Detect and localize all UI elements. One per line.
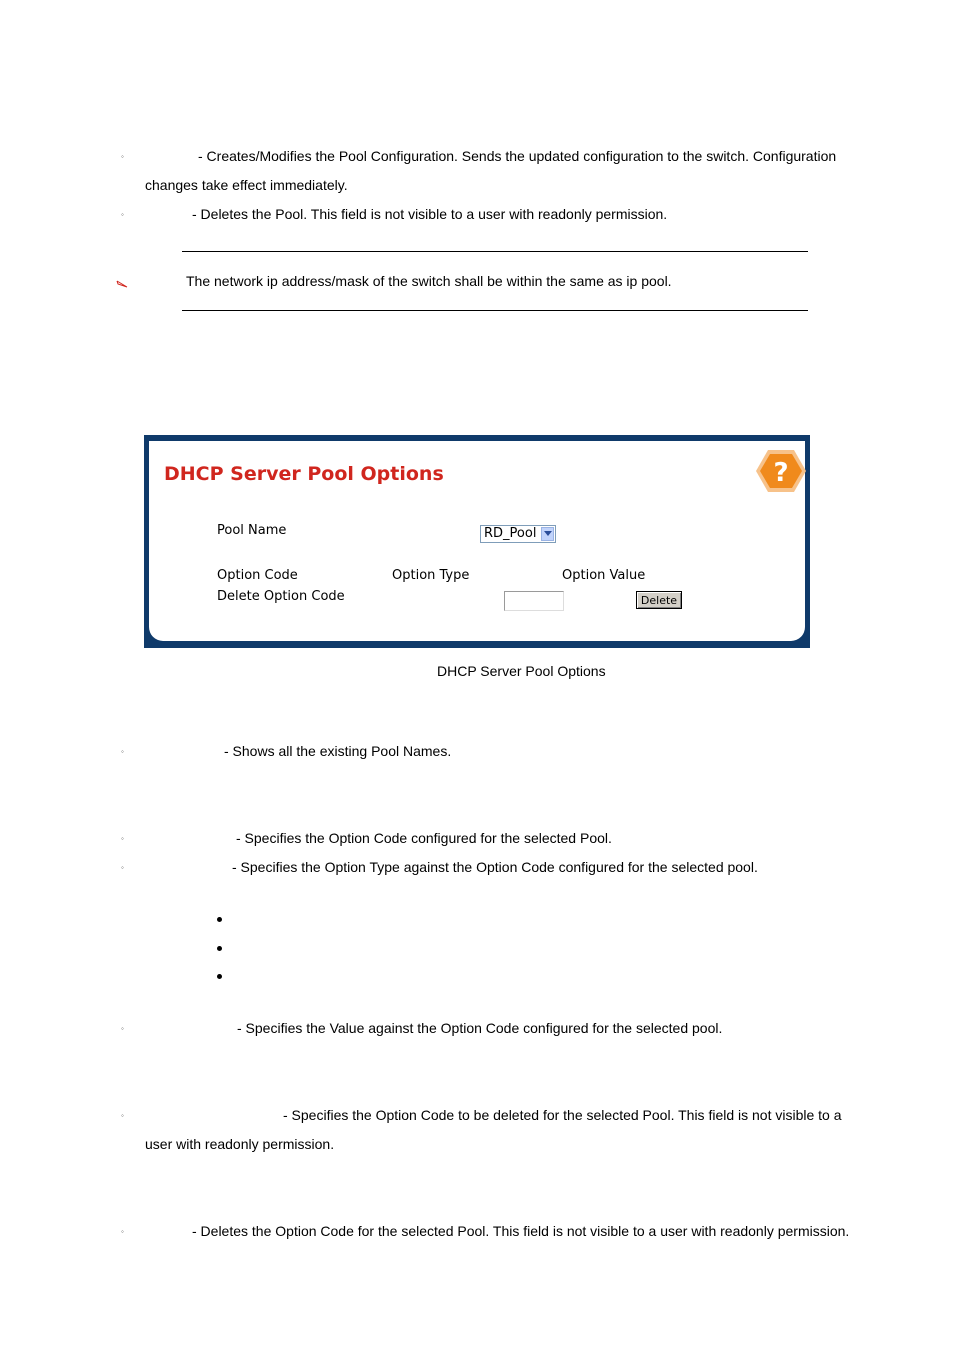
pool-name-selected: RD_Pool xyxy=(484,526,537,541)
pool-name-label: Pool Name xyxy=(217,523,287,538)
bullet-marker: ◦ xyxy=(121,863,124,872)
bullet-marker: ◦ xyxy=(121,1227,124,1236)
option-value-description: - Specifies the Value against the Option Code configured for the selected pool. xyxy=(237,1020,723,1036)
col-option-value: Option Value xyxy=(562,568,646,583)
question-mark-hexagon-icon[interactable] xyxy=(755,448,807,494)
bullet-marker: ◦ xyxy=(121,747,124,756)
delete-option-code-description: - Specifies the Option Code to be deleted for the selected Pool. This field is not visible to a xyxy=(283,1107,842,1123)
option-type-description: - Specifies the Option Type against the Option Code configured for the selected pool. xyxy=(232,859,758,875)
pool-name-select[interactable] xyxy=(480,525,556,543)
bullet-marker: ◦ xyxy=(121,1111,124,1120)
delete-pool-description: - Deletes the Pool. This field is not visible to a user with readonly permission. xyxy=(192,206,668,222)
delete-button[interactable]: Delete xyxy=(636,591,682,609)
delete-option-code-description-cont: user with readonly permission. xyxy=(145,1136,335,1152)
bullet-marker: ◦ xyxy=(121,152,124,161)
note-pencil-icon xyxy=(116,276,128,292)
bullet-marker: ◦ xyxy=(121,210,124,219)
submit-description: - Creates/Modifies the Pool Configuration. Sends the updated configuration to the switch. Configuration xyxy=(198,148,837,164)
dhcp-pool-options-panel xyxy=(144,435,810,648)
note-bottom-rule xyxy=(182,310,808,311)
figure-caption: DHCP Server Pool Options xyxy=(437,663,606,679)
svg-text:?: ? xyxy=(773,458,789,488)
note-text: The network ip address/mask of the switch shall be within the same as ip pool. xyxy=(186,273,672,289)
delete-option-code-input[interactable] xyxy=(504,591,564,611)
col-option-type: Option Type xyxy=(392,568,470,583)
bullet-marker: ◦ xyxy=(121,834,124,843)
delete-option-code-label: Delete Option Code xyxy=(217,589,345,604)
list-bullet xyxy=(217,974,222,979)
col-option-code: Option Code xyxy=(217,568,298,583)
option-code-description: - Specifies the Option Code configured for the selected Pool. xyxy=(236,830,612,846)
list-bullet xyxy=(217,946,222,951)
chevron-down-icon[interactable] xyxy=(541,527,554,541)
submit-description-cont: changes take effect immediately. xyxy=(145,177,348,193)
bullet-marker: ◦ xyxy=(121,1024,124,1033)
delete-button-description: - Deletes the Option Code for the selected Pool. This field is not visible to a user with readonly permission. xyxy=(192,1223,850,1239)
panel-body xyxy=(149,441,805,641)
pool-name-description: - Shows all the existing Pool Names. xyxy=(224,743,452,759)
note-top-rule xyxy=(182,251,808,252)
list-bullet xyxy=(217,917,222,922)
panel-title: DHCP Server Pool Options xyxy=(164,463,444,485)
